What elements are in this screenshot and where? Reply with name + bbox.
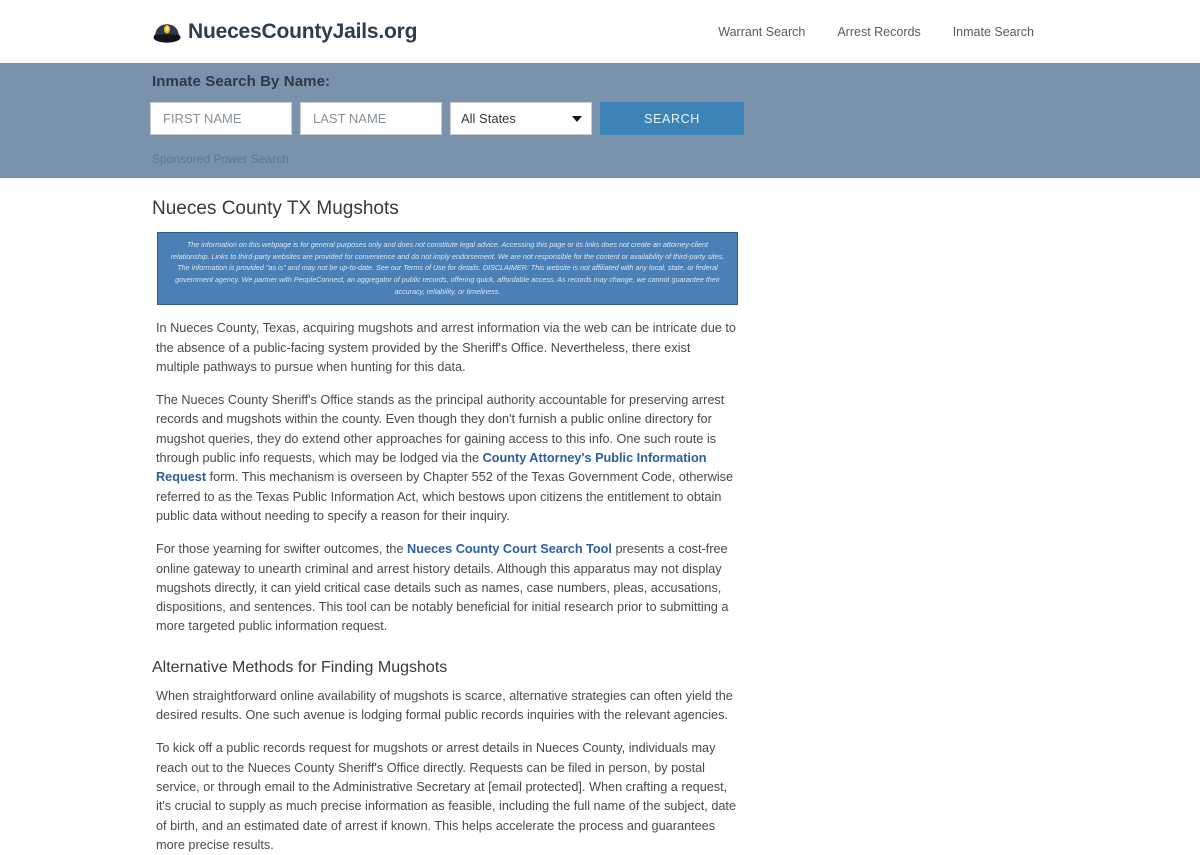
brand-name: NuecesCountyJails.org xyxy=(188,19,418,43)
nav-link-warrant-search[interactable]: Warrant Search xyxy=(718,24,806,39)
inmate-search-form xyxy=(150,102,1050,135)
state-select[interactable] xyxy=(450,102,592,135)
first-name-input[interactable] xyxy=(150,102,292,135)
disclaimer-box: The information on this webpage is for general purposes only and does not constitute legal advice. Accessing this page or its links does not create an attorney-client relationship. Links to third-party websites are provided for convenience and do not imply endorsement. We are not responsible for the content or availability of third-party sites. The information is provided "as is" and may not be up-to-date. See our Terms of Use for details. DISCLAIMER: This website is not affiliated with any local, state, or federal government agency. We partner with PeopleConnect, an aggregator of public records, offering quick, affordable access. As records may change, we cannot guarantee their accuracy, reliability, or timeliness. xyxy=(157,232,738,305)
paragraph-sheriff-text-2: form. This mechanism is overseen by Chapter 552 of the Texas Government Code, otherwise referred to as the Texas Public Information Act, which bestows upon citizens the entitlement to obtain public data without needing to specify a reason for their inquiry. xyxy=(156,470,734,523)
police-cap-icon xyxy=(152,17,182,47)
paragraph-alternative-strategies: When straightforward online availability of mugshots is scarce, alternative strategies can often yield the desired results. One such avenue is lodging formal public records inquiries with the relevant agencies. xyxy=(156,688,733,723)
paragraph-court-search xyxy=(156,540,736,636)
nav-link-inmate-search[interactable]: Inmate Search xyxy=(952,24,1034,39)
nav-link-arrest-records[interactable]: Arrest Records xyxy=(837,24,921,39)
paragraph-sheriff-text-1: The Nueces County Sheriff's Office stands as the principal authority accountable for preserving arrest records and mugshots within the county. Even though they don't furnish a public online directory for mugshot queries, they do extend other approaches for gaining access to this info. One such route is through public info requests, which may be lodged via the xyxy=(156,393,725,466)
search-button[interactable]: SEARCH xyxy=(600,102,744,135)
paragraph-court-text-1: For those yearning for swifter outcomes, the xyxy=(156,542,408,557)
search-band-inner xyxy=(150,63,1050,168)
search-band-title: Inmate Search By Name: xyxy=(152,73,331,90)
link-county-attorney-public-information-request[interactable]: County Attorney's Public Information Request xyxy=(156,451,707,485)
paragraph-court-text-2: presents a cost-free online gateway to unearth criminal and arrest history details. Although this apparatus may not display mugshots directly, it can yield critical case details such as names, case numbers, pleas, accusations, dispositions, and sentences. This tool can be notably beneficial for initial research prior to submitting a more targeted public information request. xyxy=(156,542,729,634)
brand-logo-link[interactable] xyxy=(152,17,417,47)
sponsored-power-search-link[interactable]: Sponsored Power Search. xyxy=(152,152,293,166)
main-content xyxy=(150,178,1050,855)
main-nav xyxy=(702,21,1050,43)
site-header xyxy=(0,0,1200,63)
paragraph-sheriff-office xyxy=(156,391,736,526)
section-title-alternative-methods: Alternative Methods for Finding Mugshots xyxy=(152,658,448,676)
state-select-wrap xyxy=(450,102,592,135)
inmate-search-band xyxy=(0,63,1200,178)
paragraph-records-request: To kick off a public records request for mugshots or arrest details in Nueces County, individuals may reach out to the Nueces County Sheriff's Office directly. Requests can be filed in person, by postal service, or through email to the Administrative Secretary at [email protected]. When crafting a request, it's crucial to supply as much precise information as feasible, including the full name of the subject, date of birth, and an estimated date of arrest if known. This helps accelerate the process and guarantees more precise results. xyxy=(156,741,737,852)
paragraph-intro: In Nueces County, Texas, acquiring mugshots and arrest information via the web can be intricate due to the absence of a public-facing system provided by the Sheriff's Office. Nevertheless, there exist multiple pathways to pursue when hunting for this data. xyxy=(156,321,736,374)
header-inner xyxy=(150,0,1050,63)
page-title: Nueces County TX Mugshots xyxy=(152,198,399,219)
link-nueces-county-court-search-tool[interactable]: Nueces County Court Search Tool xyxy=(407,542,612,557)
last-name-input[interactable] xyxy=(300,102,442,135)
